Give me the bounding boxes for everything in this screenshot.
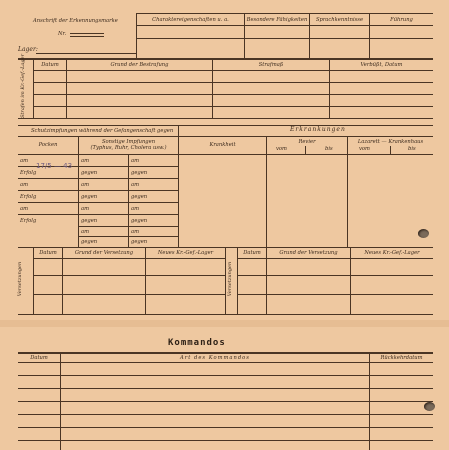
vacc-other2-against-4: gegen — [131, 239, 148, 245]
vacc-other-against-3: gegen — [81, 218, 98, 224]
transfer-col-reason-2: Grund der Versetzung — [279, 250, 338, 256]
kommandos-title: Kommandos — [168, 338, 226, 348]
vacc-other2-on-1: am — [131, 158, 140, 164]
punch-hole-upper — [418, 229, 429, 238]
punish-col-reason: Grund der Bestrafung — [110, 62, 169, 68]
vacc-other-on-1: am — [81, 158, 90, 164]
transfer-col-date-2: Datum — [243, 250, 261, 256]
punishments-side-label: Strafen im Kr.-Gef.-Lager — [20, 54, 26, 118]
vacc-col-pox: Pocken — [38, 142, 58, 148]
vacc-other-on-2: am — [81, 182, 90, 188]
transfers-side-label-right: Versetzungen — [227, 261, 233, 297]
vacc-success-3: Erfolg — [20, 218, 37, 224]
vacc-other2-on-3: am — [131, 206, 140, 212]
illness-col-hospital: Lazarett — Krankenhaus — [357, 139, 424, 145]
vacc-on-1: am — [20, 158, 29, 164]
revier-to: bis — [325, 146, 333, 152]
vaccination-header: Schutzimpfungen während der Gefangenschaft gegen — [31, 128, 174, 134]
vacc-other2-against-3: gegen — [131, 218, 148, 224]
col-character: Charaktereigenschaften u. a. — [152, 17, 229, 23]
col-languages: Sprachkenntnisse — [315, 17, 364, 23]
vacc-on-2: am — [20, 182, 29, 188]
punch-hole-lower — [424, 402, 435, 411]
col-special-skills: Besondere Fähigkeiten — [246, 17, 308, 23]
handwritten-date: 17/5 — 43 — [36, 162, 73, 170]
punish-col-sentence: Strafmaß — [258, 62, 284, 68]
transfer-col-camp-1: Neues Kr.-Gef.-Lager — [157, 250, 214, 256]
address-label: Anschrift der Erkennungsmarke — [33, 18, 118, 24]
illness-col-revier: Revier — [298, 139, 316, 145]
vacc-success-2: Erfolg — [20, 194, 37, 200]
vacc-other2-against-2: gegen — [131, 194, 148, 200]
kommandos-col-date: Datum — [30, 355, 48, 361]
vacc-other-against-1: gegen — [81, 170, 98, 176]
vacc-other2-on-2: am — [131, 182, 140, 188]
vacc-col-other: Sonstige Impfungen — [101, 139, 156, 145]
vacc-other-on-4: am — [81, 229, 90, 235]
vacc-on-3: am — [20, 206, 29, 212]
nr-label: Nr. — [58, 31, 67, 37]
illness-col-illness: Krankheit — [209, 142, 236, 148]
punish-col-date: Datum — [41, 62, 59, 68]
vacc-other-against-4: gegen — [81, 239, 98, 245]
vacc-other2-against-1: gegen — [131, 170, 148, 176]
transfer-col-date-1: Datum — [39, 250, 57, 256]
kommandos-col-return: Rückkehrdatum — [380, 355, 423, 361]
vacc-other-against-2: gegen — [81, 194, 98, 200]
transfers-side-label-left: Versetzungen — [17, 261, 23, 297]
punish-col-served: Verbüßt, Datum — [360, 62, 403, 68]
illness-header: Erkrankungen — [290, 126, 346, 133]
vacc-success-1: Erfolg — [20, 170, 37, 176]
kommandos-col-type: Art des Kommandos — [180, 355, 250, 361]
revier-from: vom — [276, 146, 287, 152]
vacc-other-on-3: am — [81, 206, 90, 212]
hospital-to: bis — [408, 146, 416, 152]
hospital-from: vom — [359, 146, 370, 152]
vacc-other2-on-4: am — [131, 229, 140, 235]
col-conduct: Führung — [390, 17, 413, 23]
vacc-col-other-sub: (Typhus, Ruhr, Cholera usw.) — [90, 145, 167, 151]
transfer-col-camp-2: Neues Kr.-Gef.-Lager — [364, 250, 420, 256]
lager-label: Lager: — [18, 46, 38, 53]
transfer-col-reason-1: Grund der Versetzung — [74, 250, 134, 256]
